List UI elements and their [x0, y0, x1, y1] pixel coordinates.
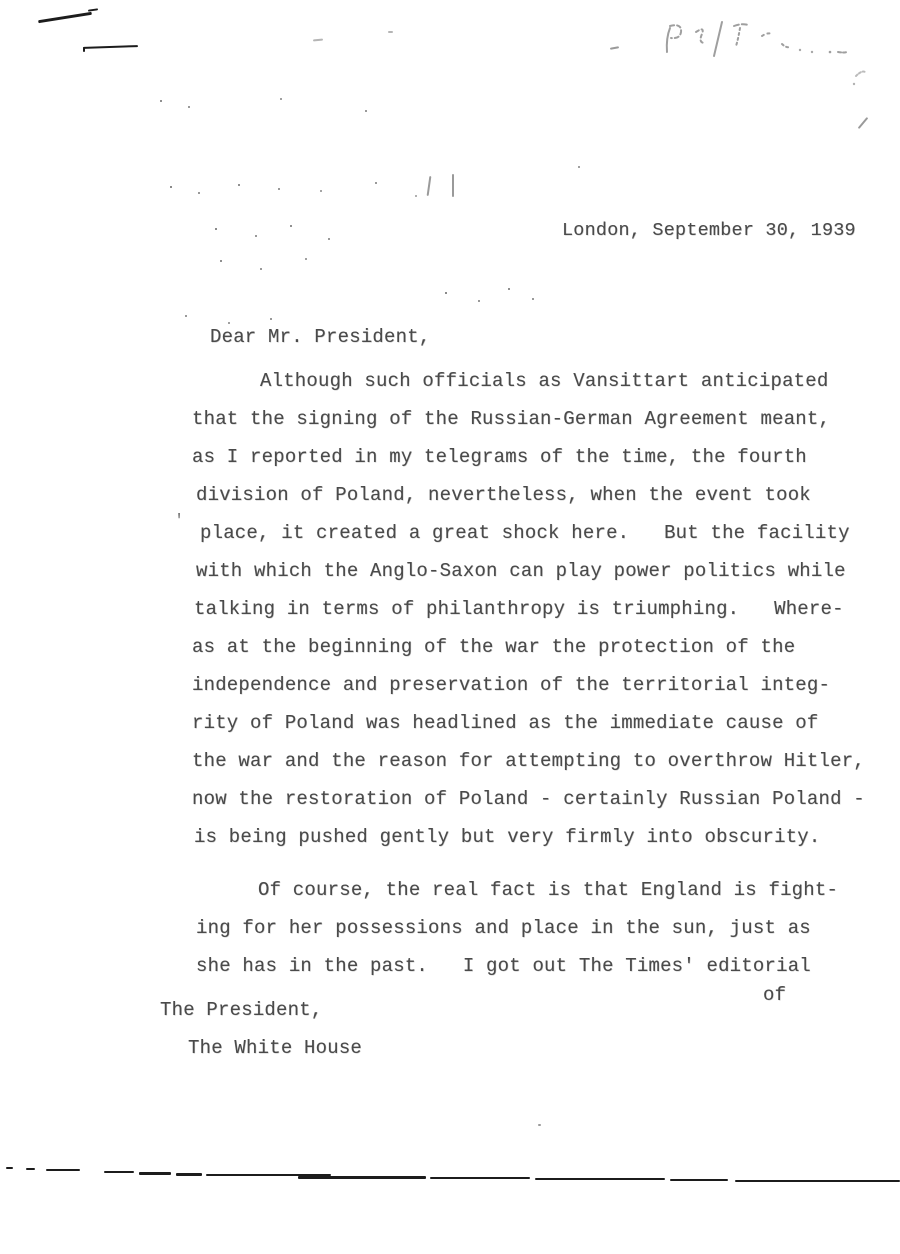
scan-artifact-stroke: [452, 174, 454, 197]
letter-body-line: independence and preservation of the territorial integ-: [192, 674, 831, 696]
scan-artifact-tick: [858, 117, 869, 129]
scan-artifact-line: [83, 45, 138, 49]
letter-body-line: that the signing of the Russian-German Agreement meant,: [192, 408, 831, 430]
letter-body-line: now the restoration of Poland - certainly Russian Poland -: [192, 788, 865, 810]
letter-body-line: she has in the past. I got out The Times' editorial: [196, 955, 811, 977]
scan-artifact-stroke: [38, 12, 92, 23]
letter-body-line: place, it created a great shock here. But the facility: [200, 522, 850, 544]
scan-artifact-dash: [610, 46, 619, 50]
scan-artifact-apostrophe: ': [174, 512, 185, 531]
scan-artifact-dot: [388, 31, 393, 33]
scan-artifact-stroke: [88, 8, 98, 11]
letter-body-line: Of course, the real fact is that England is fight-: [258, 879, 839, 901]
letter-body-line: with which the Anglo-Saxon can play power politics while: [196, 560, 846, 582]
scan-artifact-dash: [313, 38, 323, 41]
letter-body-line: rity of Poland was headlined as the immediate cause of: [192, 712, 819, 734]
scan-artifact-stroke: [427, 176, 432, 196]
scan-speckle-cluster: [160, 100, 162, 102]
letter-salutation: Dear Mr. President,: [210, 326, 431, 348]
letter-body-line: the war and the reason for attempting to overthrow Hitler,: [192, 750, 865, 772]
letter-body-line: as at the beginning of the war the protection of the: [192, 636, 796, 658]
letter-body-line: ing for her possessions and place in the sun, just as: [196, 917, 811, 939]
letter-catchword: of: [763, 984, 787, 1006]
pencil-annotation: [642, 14, 882, 94]
letter-dateline: London, September 30, 1939: [562, 220, 856, 241]
letter-body-line: is being pushed gently but very firmly into obscurity.: [194, 826, 821, 848]
scan-artifact-dot: [538, 1124, 541, 1126]
letter-body-line: talking in terms of philanthropy is triumphing. Where-: [194, 598, 844, 620]
letter-body-line: as I reported in my telegrams of the time, the fourth: [192, 446, 807, 468]
letter-address-line: The White House: [188, 1037, 363, 1059]
letter-body-line: division of Poland, nevertheless, when the event took: [196, 484, 811, 506]
letter-body-line: Although such officials as Vansittart anticipated: [260, 370, 829, 392]
scan-artifact-tick: [83, 47, 85, 52]
letter-address-line: The President,: [160, 999, 323, 1021]
